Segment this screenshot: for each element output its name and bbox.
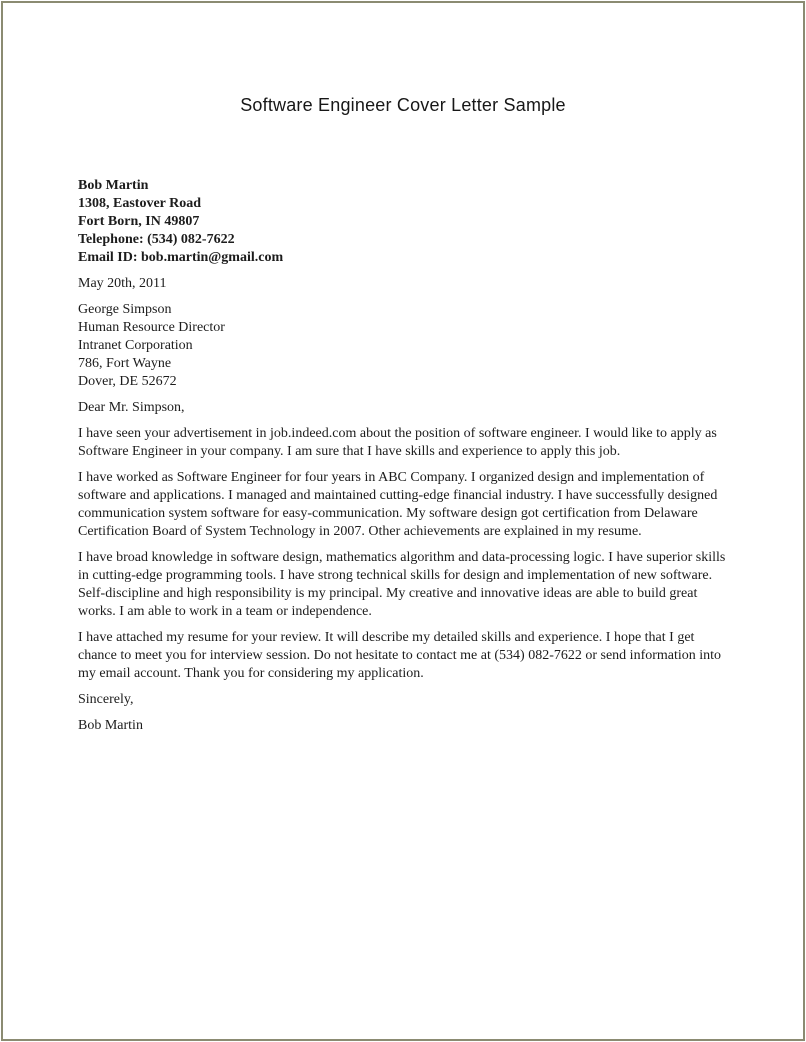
signature: Bob Martin xyxy=(78,718,143,733)
paragraph-closing: I have attached my resume for your review. It will describe my detailed skills and experience. I hope that I get chance to meet you for interview session. Do not hesitate to contact me at (534) 082-7622 or send information into my email account. Thank you for considering my application. xyxy=(78,630,722,681)
sender-telephone: Telephone: (534) 082-7622 xyxy=(78,232,235,247)
recipient-name: George Simpson xyxy=(78,302,172,317)
recipient-address-block xyxy=(78,301,734,391)
sender-street: 1308, Eastover Road xyxy=(78,196,202,211)
sender-city: Fort Born, IN 49807 xyxy=(78,214,200,229)
sender-name: Bob Martin xyxy=(78,178,149,193)
recipient-city: Dover, DE 52672 xyxy=(78,374,177,389)
recipient-title: Human Resource Director xyxy=(78,320,225,335)
paragraph-skills: I have broad knowledge in software design, mathematics algorithm and data-processing logic. I have superior skills in cutting-edge programming tools. I have strong technical skills for design and implementation of new software. Self-discipline and high responsibility is my principal. My creative and innovative ideas are able to build great works. I am able to work in a team or independence. xyxy=(78,550,726,619)
page-title: Software Engineer Cover Letter Sample xyxy=(240,95,566,115)
sender-address-block xyxy=(78,177,734,267)
paragraph-experience: I have worked as Software Engineer for four years in ABC Company. I organized design and implementation of software and applications. I managed and maintained cutting-edge financial industry. I have successfully designed communication system software for easy-communication. My software design got certification from Delaware Certification Board of System Technology in 2007. Other achievements are explained in my resume. xyxy=(78,470,718,539)
salutation: Dear Mr. Simpson, xyxy=(78,400,185,415)
letter-body xyxy=(78,177,734,735)
recipient-street: 786, Fort Wayne xyxy=(78,356,172,371)
letter-date: May 20th, 2011 xyxy=(78,276,167,291)
sender-email: Email ID: bob.martin@gmail.com xyxy=(78,250,284,265)
recipient-company: Intranet Corporation xyxy=(78,338,193,353)
closing: Sincerely, xyxy=(78,692,134,707)
paragraph-intro: I have seen your advertisement in job.indeed.com about the position of software engineer. I would like to apply as Software Engineer in your company. I am sure that I have skills and experience to apply this job. xyxy=(78,426,717,459)
